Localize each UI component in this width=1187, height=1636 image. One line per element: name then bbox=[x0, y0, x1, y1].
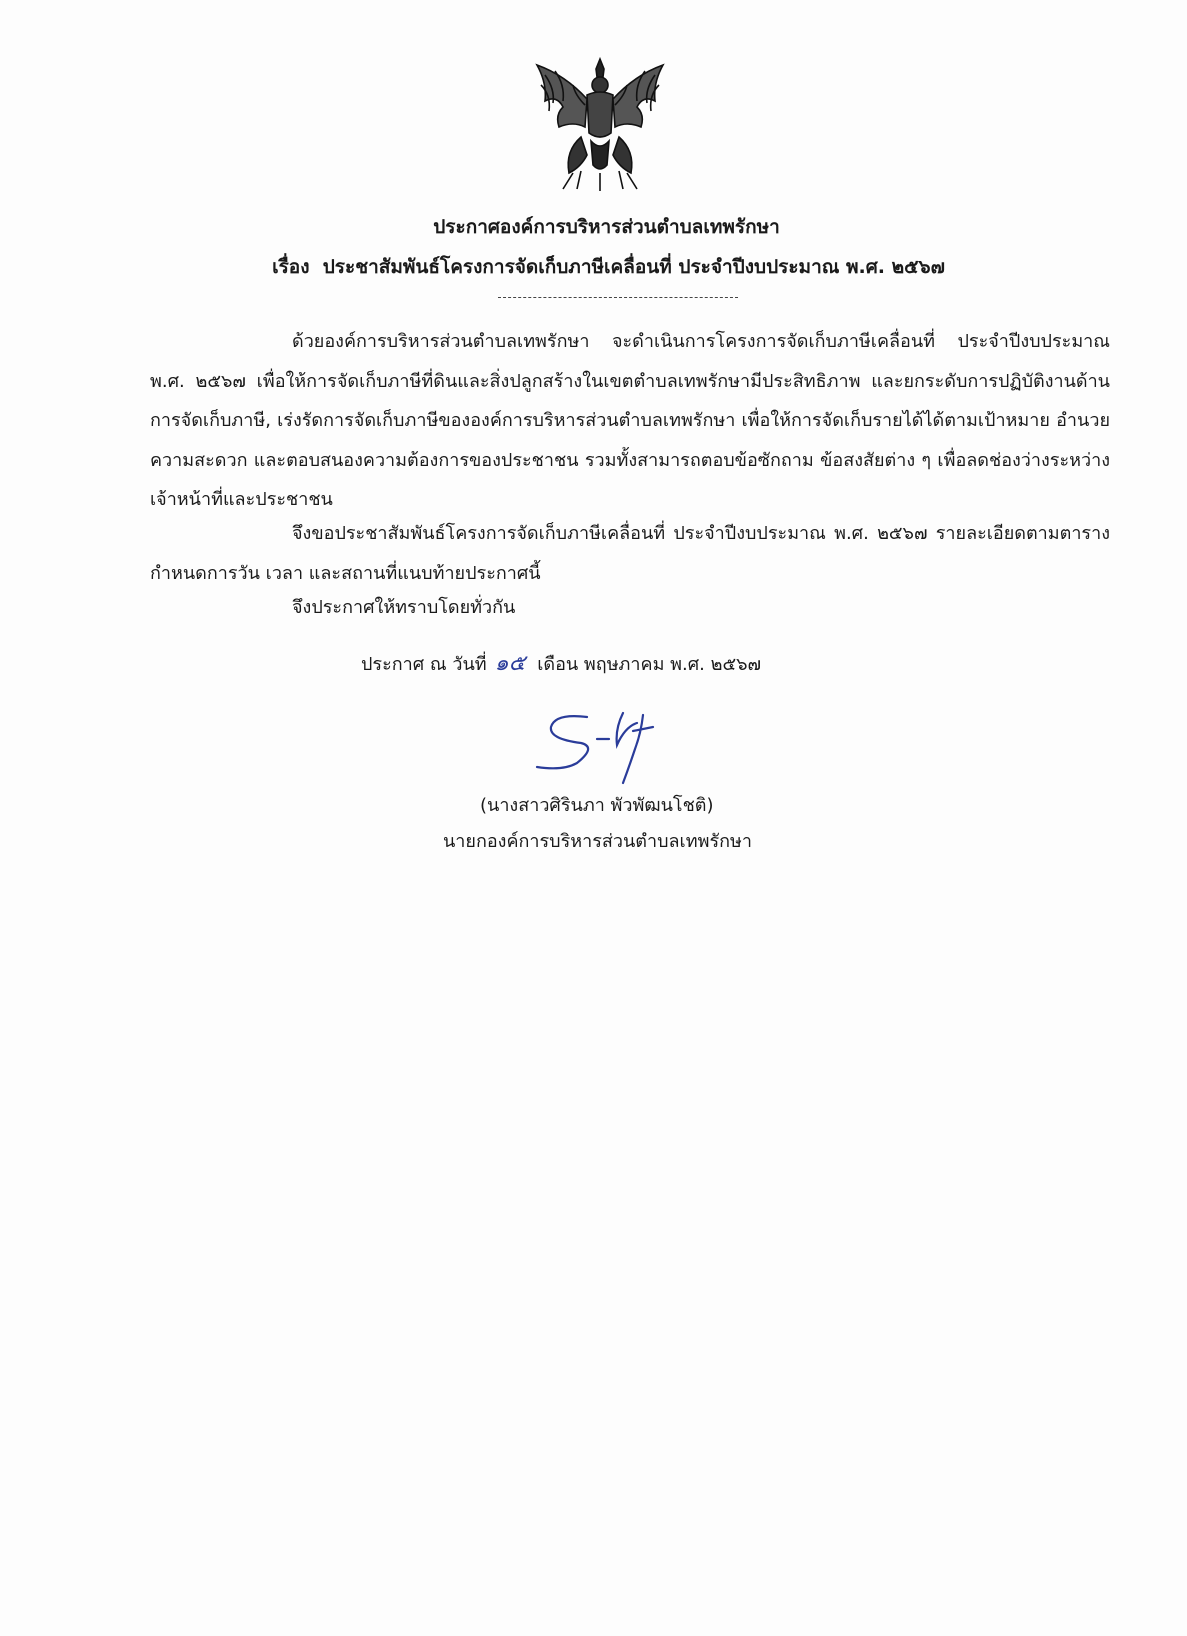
signatory-position: นายกองค์การบริหารส่วนตำบลเทพรักษา bbox=[443, 831, 752, 852]
document-title bbox=[13, 212, 1187, 242]
subject-text: ประชาสัมพันธ์โครงการจัดเก็บภาษีเคลื่อนที่ ประจำปีงบประมาณ พ.ศ. ๒๕๖๗ bbox=[322, 256, 945, 278]
title-text: ประกาศองค์การบริหารส่วนตำบลเทพรักษา bbox=[433, 216, 780, 238]
document-subject bbox=[15, 252, 1187, 282]
closing-statement: จึงประกาศให้ทราบโดยทั่วกัน bbox=[292, 597, 516, 618]
body-paragraph-2: จึงขอประชาสัมพันธ์โครงการจัดเก็บภาษีเคลื่อนที่ ประจำปีงบประมาณ พ.ศ. ๒๕๖๗ รายละเอียดตามตารางกำหนดการวัน เวลา และสถานที่แนบท้ายประกาศนี้ bbox=[150, 523, 1110, 584]
date-prefix: ประกาศ ณ วันที่ bbox=[361, 654, 487, 675]
date-day: ๑๕ bbox=[494, 651, 526, 676]
title-divider bbox=[498, 297, 738, 298]
body-paragraph-1: ด้วยองค์การบริหารส่วนตำบลเทพรักษา จะดำเนินการโครงการจัดเก็บภาษีเคลื่อนที่ ประจำปีงบประมาณ พ.ศ. ๒๕๖๗ เพื่อให้การจัดเก็บภาษีที่ดินและสิ่งปลูกสร้างในเขตตำบลเทพรักษามีประสิทธิภาพ และยกระดับการปฏิบัติงานด้านการจัดเก็บภาษี, เร่งรัดการจัดเก็บภาษีขององค์การบริหารส่วนตำบลเทพรักษา เพื่อให้การจัดเก็บรายได้ได้ตามเป้าหมาย อำนวยความสะดวก และตอบสนองความต้องการของประชาชน รวมทั้งสามารถตอบข้อซักถาม ข้อสงสัยต่าง ๆ เพื่อลดช่องว่างระหว่างเจ้าหน้าที่และประชาชน bbox=[150, 331, 1110, 510]
announcement-date bbox=[361, 645, 761, 680]
subject-label: เรื่อง bbox=[272, 256, 310, 278]
signature-icon bbox=[525, 705, 685, 790]
date-month-year: เดือน พฤษภาคม พ.ศ. ๒๕๖๗ bbox=[537, 654, 762, 675]
garuda-emblem-icon bbox=[525, 55, 675, 195]
signatory-name: (นางสาวศิรินภา พัวพัฒนโชติ) bbox=[480, 795, 714, 816]
